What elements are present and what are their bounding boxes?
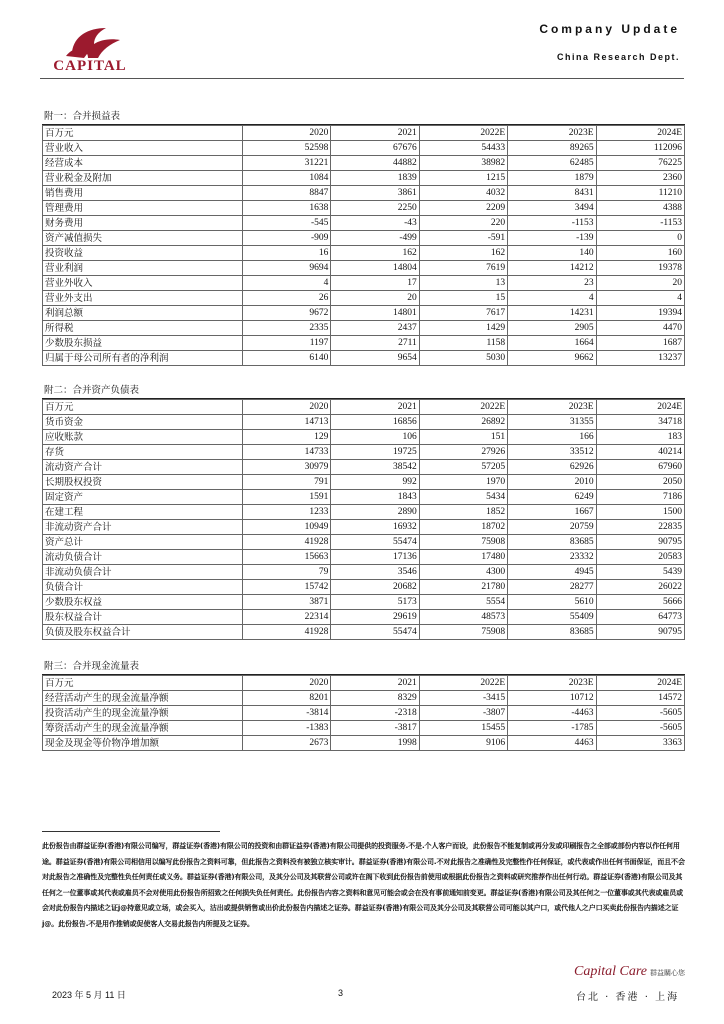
value-cell: 22835 — [596, 520, 684, 535]
value-cell: 15455 — [419, 721, 507, 736]
value-cell: 23332 — [508, 550, 596, 565]
value-cell: 1500 — [596, 505, 684, 520]
value-cell: 1084 — [243, 171, 331, 186]
brand-name: Capital Care — [574, 964, 647, 979]
year-header-cell: 2024E — [596, 400, 684, 415]
row-label-cell: 投资收益 — [43, 246, 243, 261]
value-cell: -909 — [243, 231, 331, 246]
value-cell: 2905 — [508, 321, 596, 336]
table-row — [43, 261, 685, 276]
page-number: 3 — [338, 988, 344, 998]
row-label-cell: 经营活动产生的现金流量净额 — [43, 691, 243, 706]
table-row — [43, 625, 685, 640]
row-label-cell: 资产减值损失 — [43, 231, 243, 246]
value-cell: -5605 — [596, 721, 684, 736]
value-cell: 26022 — [596, 580, 684, 595]
table-row — [43, 505, 685, 520]
value-cell: -1785 — [508, 721, 596, 736]
value-cell: 62485 — [508, 156, 596, 171]
value-cell: 1839 — [331, 171, 419, 186]
value-cell: 16 — [243, 246, 331, 261]
value-cell: 5610 — [508, 595, 596, 610]
value-cell: 1687 — [596, 336, 684, 351]
value-cell: 1233 — [243, 505, 331, 520]
row-label-cell: 筹资活动产生的现金流量净额 — [43, 721, 243, 736]
unit-header-cell: 百万元 — [43, 126, 243, 141]
table-row — [43, 430, 685, 445]
value-cell: 20583 — [596, 550, 684, 565]
value-cell: 9672 — [243, 306, 331, 321]
year-header-cell: 2022E — [419, 400, 507, 415]
value-cell: 62926 — [508, 460, 596, 475]
value-cell: 79 — [243, 565, 331, 580]
value-cell: -1153 — [596, 216, 684, 231]
value-cell: 3363 — [596, 736, 684, 751]
value-cell: 16856 — [331, 415, 419, 430]
value-cell: 20682 — [331, 580, 419, 595]
value-cell: 31355 — [508, 415, 596, 430]
balance-sheet-table — [42, 399, 685, 640]
value-cell: 13 — [419, 276, 507, 291]
value-cell: 1197 — [243, 336, 331, 351]
value-cell: 83685 — [508, 535, 596, 550]
disclaimer-text: 此份报告由群益证券(香港)有限公司编写，群益证券(香港)有限公司的投资和由群证益券(香港)有限公司提供的投资服务.不是.个人客户而设，此份报告不能复制或再分发或印刷报告之全部或部份内容以作任何用途。群益证券(香港)有限公司相信用以编写此份报告之资料可靠，但此报告之资料没有被独立核实审计。群益证券(香港)有限公司.不对此报告之准确性及完整性作任何保证，或代表或作出任何书面保证，而且不会对此报告之准确性及完整性负任何责任或义务。群益证券(香港)有限公司，及其分公司及其联营公司或许在阁下收到此份报告前使用或根据此份报告之资料或研究推荐作出任何行动。群益证券(香港)有限公司及其任何之一位董事或其代表或雇员不会对使用此份报告所招致之任何损失负任何责任。此份报告内容之资料和意见可能会或会在没有事前通知前变更。群益证券(香港)有限公司及其任何之一位董事或其代表或雇员或会对此份报告内描述之证j@持意见或立场，或会买入，沽出或提供销售或出价此份报告内描述之证券。群益证券(香港)有限公司及其分公司及其联营公司可能以其户口，或代他人之户口买卖此份报告内描述之证j@。此份报告.不是用作推销或促使客人交易此报告内所提及之证券。 — [42, 842, 685, 928]
row-label-cell: 现金及现金等价物净增加额 — [43, 736, 243, 751]
row-label-cell: 长期股权投资 — [43, 475, 243, 490]
value-cell: 19378 — [596, 261, 684, 276]
row-label-cell: 归属于母公司所有者的净利润 — [43, 351, 243, 366]
value-cell: 4 — [596, 291, 684, 306]
value-cell: 14801 — [331, 306, 419, 321]
value-cell: 55474 — [331, 535, 419, 550]
cash-flow-section — [42, 660, 685, 751]
value-cell: -545 — [243, 216, 331, 231]
value-cell: 26 — [243, 291, 331, 306]
value-cell: 106 — [331, 430, 419, 445]
table-row — [43, 460, 685, 475]
year-header-cell: 2023E — [508, 676, 596, 691]
table-row — [43, 475, 685, 490]
value-cell: 41928 — [243, 625, 331, 640]
value-cell: 14231 — [508, 306, 596, 321]
value-cell: 29619 — [331, 610, 419, 625]
income-statement-section — [42, 110, 685, 366]
value-cell: 9694 — [243, 261, 331, 276]
value-cell: 14212 — [508, 261, 596, 276]
value-cell: -3814 — [243, 706, 331, 721]
table-row — [43, 186, 685, 201]
table-row — [43, 691, 685, 706]
value-cell: 5439 — [596, 565, 684, 580]
value-cell: 1667 — [508, 505, 596, 520]
capital-care-brand — [574, 964, 685, 980]
value-cell: 21780 — [419, 580, 507, 595]
value-cell: 14733 — [243, 445, 331, 460]
table-row — [43, 550, 685, 565]
table-header-row — [43, 400, 685, 415]
value-cell: 41928 — [243, 535, 331, 550]
brand-cn-name: 群益關心您 — [650, 969, 685, 977]
value-cell: 7619 — [419, 261, 507, 276]
table-row — [43, 610, 685, 625]
value-cell: 1429 — [419, 321, 507, 336]
value-cell: 75908 — [419, 535, 507, 550]
row-label-cell: 应收账款 — [43, 430, 243, 445]
table-row — [43, 520, 685, 535]
table-row — [43, 306, 685, 321]
row-label-cell: 股东权益合计 — [43, 610, 243, 625]
year-header-cell: 2020 — [243, 676, 331, 691]
value-cell: 10949 — [243, 520, 331, 535]
header-divider — [40, 78, 684, 79]
value-cell: 4 — [243, 276, 331, 291]
table-row — [43, 141, 685, 156]
year-header-cell: 2024E — [596, 676, 684, 691]
table-row — [43, 246, 685, 261]
value-cell: 2209 — [419, 201, 507, 216]
table-header-row — [43, 676, 685, 691]
value-cell: 8201 — [243, 691, 331, 706]
value-cell: 129 — [243, 430, 331, 445]
value-cell: 1664 — [508, 336, 596, 351]
report-type-title: Company Update — [539, 22, 680, 36]
value-cell: -3415 — [419, 691, 507, 706]
row-label-cell: 营业外收入 — [43, 276, 243, 291]
row-label-cell: 经营成本 — [43, 156, 243, 171]
value-cell: 791 — [243, 475, 331, 490]
row-label-cell: 投资活动产生的现金流量净额 — [43, 706, 243, 721]
value-cell: 18702 — [419, 520, 507, 535]
value-cell: 67676 — [331, 141, 419, 156]
value-cell: 4463 — [508, 736, 596, 751]
value-cell: 3871 — [243, 595, 331, 610]
value-cell: 6140 — [243, 351, 331, 366]
cash-flow-title: 附三：合并现金流量表 — [42, 660, 685, 675]
value-cell: 162 — [331, 246, 419, 261]
value-cell: 5554 — [419, 595, 507, 610]
value-cell: 2673 — [243, 736, 331, 751]
value-cell: 3546 — [331, 565, 419, 580]
row-label-cell: 存货 — [43, 445, 243, 460]
value-cell: 4470 — [596, 321, 684, 336]
table-row — [43, 736, 685, 751]
value-cell: 20 — [331, 291, 419, 306]
value-cell: -2318 — [331, 706, 419, 721]
value-cell: 2437 — [331, 321, 419, 336]
value-cell: 1215 — [419, 171, 507, 186]
value-cell: -3807 — [419, 706, 507, 721]
value-cell: 2335 — [243, 321, 331, 336]
value-cell: 1158 — [419, 336, 507, 351]
table-row — [43, 706, 685, 721]
table-row — [43, 580, 685, 595]
table-row — [43, 415, 685, 430]
value-cell: 2050 — [596, 475, 684, 490]
row-label-cell: 营业税金及附加 — [43, 171, 243, 186]
row-label-cell: 货币资金 — [43, 415, 243, 430]
value-cell: 22314 — [243, 610, 331, 625]
value-cell: 9106 — [419, 736, 507, 751]
value-cell: 1591 — [243, 490, 331, 505]
year-header-cell: 2021 — [331, 126, 419, 141]
table-row — [43, 721, 685, 736]
row-label-cell: 非流动资产合计 — [43, 520, 243, 535]
value-cell: 183 — [596, 430, 684, 445]
year-header-cell: 2020 — [243, 126, 331, 141]
value-cell: 162 — [419, 246, 507, 261]
value-cell: 38542 — [331, 460, 419, 475]
row-label-cell: 少数股东权益 — [43, 595, 243, 610]
value-cell: -43 — [331, 216, 419, 231]
value-cell: 34718 — [596, 415, 684, 430]
table-row — [43, 535, 685, 550]
row-label-cell: 销售费用 — [43, 186, 243, 201]
table-row — [43, 276, 685, 291]
value-cell: 7617 — [419, 306, 507, 321]
year-header-cell: 2022E — [419, 676, 507, 691]
value-cell: 31221 — [243, 156, 331, 171]
value-cell: 17 — [331, 276, 419, 291]
value-cell: 64773 — [596, 610, 684, 625]
value-cell: 28277 — [508, 580, 596, 595]
year-header-cell: 2022E — [419, 126, 507, 141]
value-cell: 33512 — [508, 445, 596, 460]
value-cell: 20 — [596, 276, 684, 291]
value-cell: 14572 — [596, 691, 684, 706]
value-cell: 4032 — [419, 186, 507, 201]
table-row — [43, 216, 685, 231]
table-row — [43, 490, 685, 505]
department-subtitle: China Research Dept. — [556, 52, 680, 62]
row-label-cell: 负债及股东权益合计 — [43, 625, 243, 640]
value-cell: 17136 — [331, 550, 419, 565]
year-header-cell: 2020 — [243, 400, 331, 415]
value-cell: 17480 — [419, 550, 507, 565]
row-label-cell: 流动负债合计 — [43, 550, 243, 565]
value-cell: 5434 — [419, 490, 507, 505]
value-cell: 8431 — [508, 186, 596, 201]
value-cell: 14713 — [243, 415, 331, 430]
balance-sheet-section — [42, 384, 685, 640]
value-cell: 7186 — [596, 490, 684, 505]
office-cities: 台北 · 香港 · 上海 — [576, 992, 680, 1003]
row-label-cell: 所得税 — [43, 321, 243, 336]
value-cell: 10712 — [508, 691, 596, 706]
value-cell: 11210 — [596, 186, 684, 201]
value-cell: 1879 — [508, 171, 596, 186]
value-cell: 0 — [596, 231, 684, 246]
income-statement-title: 附一：合并损益表 — [42, 110, 685, 125]
value-cell: 2250 — [331, 201, 419, 216]
income-statement-table — [42, 125, 685, 366]
value-cell: 89265 — [508, 141, 596, 156]
value-cell: 2360 — [596, 171, 684, 186]
row-label-cell: 财务费用 — [43, 216, 243, 231]
value-cell: 1970 — [419, 475, 507, 490]
row-label-cell: 流动资产合计 — [43, 460, 243, 475]
footnote-divider — [42, 831, 220, 832]
row-label-cell: 非流动负债合计 — [43, 565, 243, 580]
value-cell: -591 — [419, 231, 507, 246]
row-label-cell: 负债合计 — [43, 580, 243, 595]
unit-header-cell: 百万元 — [43, 676, 243, 691]
table-row — [43, 201, 685, 216]
table-row — [43, 291, 685, 306]
value-cell: 13237 — [596, 351, 684, 366]
value-cell: 15742 — [243, 580, 331, 595]
table-row — [43, 156, 685, 171]
table-row — [43, 231, 685, 246]
value-cell: 4945 — [508, 565, 596, 580]
value-cell: -4463 — [508, 706, 596, 721]
value-cell: 67960 — [596, 460, 684, 475]
value-cell: 8329 — [331, 691, 419, 706]
row-label-cell: 少数股东损益 — [43, 336, 243, 351]
value-cell: -1153 — [508, 216, 596, 231]
value-cell: 5666 — [596, 595, 684, 610]
value-cell: 55474 — [331, 625, 419, 640]
value-cell: -3817 — [331, 721, 419, 736]
value-cell: 15663 — [243, 550, 331, 565]
row-label-cell: 在建工程 — [43, 505, 243, 520]
cash-flow-table — [42, 675, 685, 751]
value-cell: 9654 — [331, 351, 419, 366]
row-label-cell: 营业利润 — [43, 261, 243, 276]
value-cell: 8847 — [243, 186, 331, 201]
value-cell: -5605 — [596, 706, 684, 721]
value-cell: -499 — [331, 231, 419, 246]
logo-text: CAPITAL — [53, 58, 127, 74]
value-cell: 26892 — [419, 415, 507, 430]
value-cell: 83685 — [508, 625, 596, 640]
value-cell: 4 — [508, 291, 596, 306]
value-cell: 30979 — [243, 460, 331, 475]
row-label-cell: 营业外支出 — [43, 291, 243, 306]
value-cell: 6249 — [508, 490, 596, 505]
value-cell: 27926 — [419, 445, 507, 460]
table-row — [43, 351, 685, 366]
value-cell: 160 — [596, 246, 684, 261]
value-cell: 20759 — [508, 520, 596, 535]
value-cell: 2711 — [331, 336, 419, 351]
row-label-cell: 固定资产 — [43, 490, 243, 505]
value-cell: 2010 — [508, 475, 596, 490]
value-cell: 14804 — [331, 261, 419, 276]
value-cell: 54433 — [419, 141, 507, 156]
value-cell: 112096 — [596, 141, 684, 156]
row-label-cell: 营业收入 — [43, 141, 243, 156]
value-cell: 55409 — [508, 610, 596, 625]
row-label-cell: 资产总计 — [43, 535, 243, 550]
value-cell: 1843 — [331, 490, 419, 505]
value-cell: 16932 — [331, 520, 419, 535]
value-cell: 2890 — [331, 505, 419, 520]
value-cell: 40214 — [596, 445, 684, 460]
value-cell: 90795 — [596, 625, 684, 640]
value-cell: 3494 — [508, 201, 596, 216]
unit-header-cell: 百万元 — [43, 400, 243, 415]
value-cell: 4300 — [419, 565, 507, 580]
value-cell: 9662 — [508, 351, 596, 366]
table-row — [43, 336, 685, 351]
value-cell: 5173 — [331, 595, 419, 610]
value-cell: 166 — [508, 430, 596, 445]
value-cell: 140 — [508, 246, 596, 261]
value-cell: 75908 — [419, 625, 507, 640]
value-cell: -139 — [508, 231, 596, 246]
table-row — [43, 445, 685, 460]
row-label-cell: 利润总额 — [43, 306, 243, 321]
value-cell: 19394 — [596, 306, 684, 321]
balance-sheet-title: 附二：合并资产负债表 — [42, 384, 685, 399]
year-header-cell: 2023E — [508, 126, 596, 141]
value-cell: 57205 — [419, 460, 507, 475]
value-cell: 15 — [419, 291, 507, 306]
value-cell: 1638 — [243, 201, 331, 216]
value-cell: 1852 — [419, 505, 507, 520]
table-row — [43, 565, 685, 580]
year-header-cell: 2021 — [331, 400, 419, 415]
value-cell: 992 — [331, 475, 419, 490]
value-cell: 19725 — [331, 445, 419, 460]
year-header-cell: 2024E — [596, 126, 684, 141]
table-header-row — [43, 126, 685, 141]
value-cell: 90795 — [596, 535, 684, 550]
value-cell: 4388 — [596, 201, 684, 216]
value-cell: 44882 — [331, 156, 419, 171]
value-cell: 1998 — [331, 736, 419, 751]
table-row — [43, 321, 685, 336]
value-cell: 48573 — [419, 610, 507, 625]
value-cell: 76225 — [596, 156, 684, 171]
year-header-cell: 2023E — [508, 400, 596, 415]
year-header-cell: 2021 — [331, 676, 419, 691]
value-cell: 3861 — [331, 186, 419, 201]
value-cell: 23 — [508, 276, 596, 291]
value-cell: 151 — [419, 430, 507, 445]
row-label-cell: 管理费用 — [43, 201, 243, 216]
value-cell: 220 — [419, 216, 507, 231]
value-cell: 5030 — [419, 351, 507, 366]
table-row — [43, 595, 685, 610]
value-cell: 38982 — [419, 156, 507, 171]
value-cell: -1383 — [243, 721, 331, 736]
table-row — [43, 171, 685, 186]
value-cell: 52598 — [243, 141, 331, 156]
report-date: 2023 年 5 月 11 日 — [52, 990, 126, 1000]
